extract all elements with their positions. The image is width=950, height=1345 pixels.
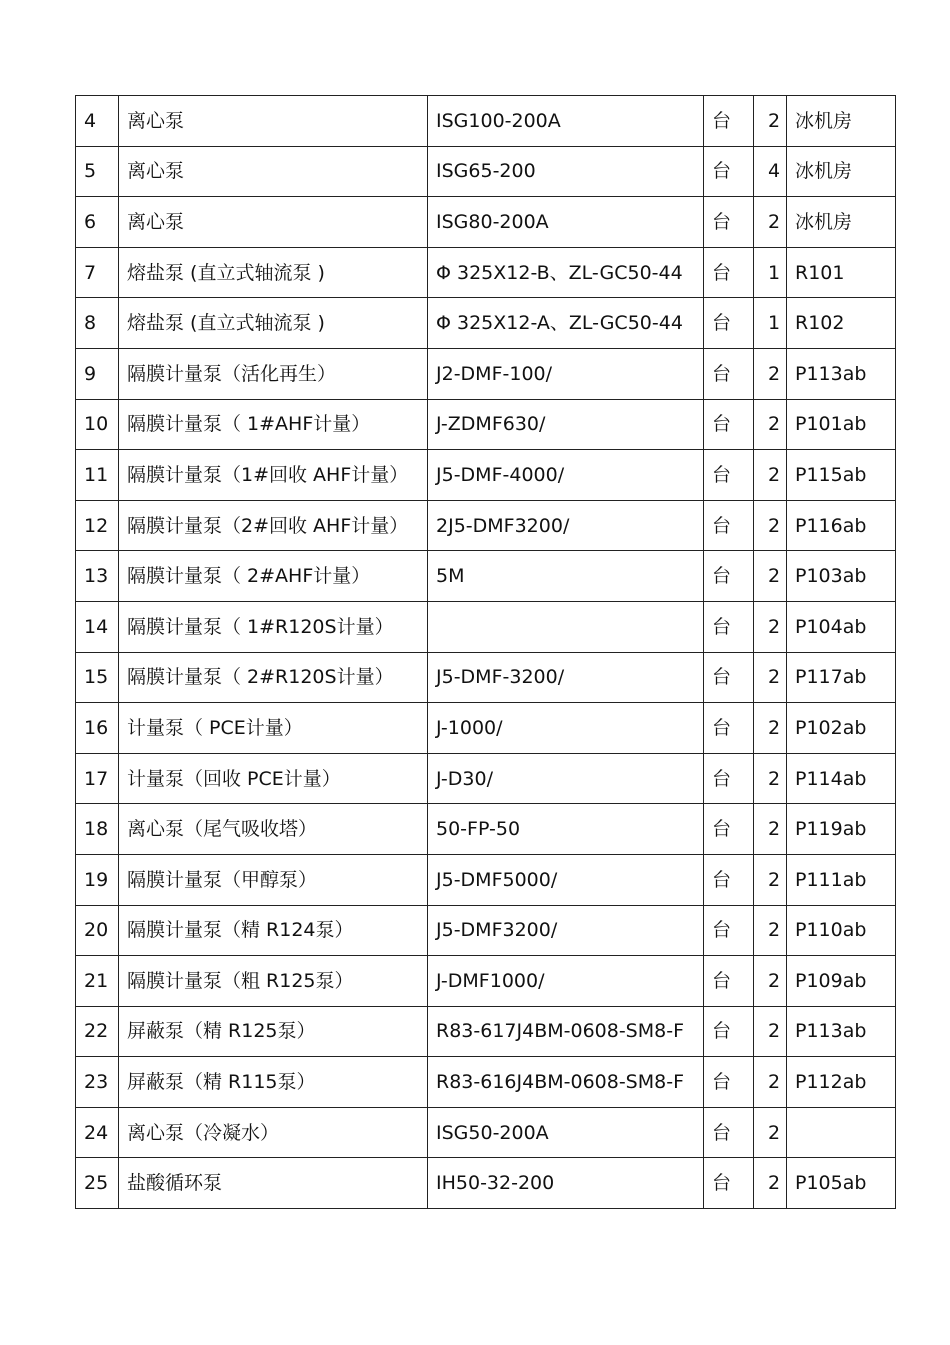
unit-cell: 台 xyxy=(704,905,754,956)
unit-cell: 台 xyxy=(704,804,754,855)
location-cell: R101 xyxy=(787,247,896,298)
equipment-name-cell: 隔膜计量泵（活化再生） xyxy=(119,348,428,399)
row-number-cell: 11 xyxy=(76,450,119,501)
equipment-name-cell: 熔盐泵 (直立式轴流泵 ) xyxy=(119,298,428,349)
table-row xyxy=(76,500,896,551)
equipment-name-cell: 隔膜计量泵（1#回收 AHF计量） xyxy=(119,450,428,501)
quantity-cell: 2 xyxy=(754,399,787,450)
equipment-name-cell: 计量泵（回收 PCE计量） xyxy=(119,753,428,804)
unit-cell: 台 xyxy=(704,1057,754,1108)
location-cell: P111ab xyxy=(787,854,896,905)
quantity-cell: 2 xyxy=(754,854,787,905)
row-number-cell: 16 xyxy=(76,703,119,754)
table-row xyxy=(76,146,896,197)
row-number-cell: 15 xyxy=(76,652,119,703)
model-cell: 5M xyxy=(428,551,704,602)
quantity-cell: 2 xyxy=(754,197,787,248)
table-row xyxy=(76,96,896,147)
unit-cell: 台 xyxy=(704,247,754,298)
table-row xyxy=(76,348,896,399)
unit-cell: 台 xyxy=(704,348,754,399)
table-row xyxy=(76,601,896,652)
equipment-name-cell: 隔膜计量泵（ 1#R120S计量） xyxy=(119,601,428,652)
equipment-name-cell: 隔膜计量泵（粗 R125泵） xyxy=(119,956,428,1007)
equipment-name-cell: 盐酸循环泵 xyxy=(119,1158,428,1209)
model-cell: J5-DMF5000/ xyxy=(428,854,704,905)
model-cell: 2J5-DMF3200/ xyxy=(428,500,704,551)
quantity-cell: 2 xyxy=(754,1057,787,1108)
quantity-cell: 2 xyxy=(754,956,787,1007)
unit-cell: 台 xyxy=(704,1158,754,1209)
unit-cell: 台 xyxy=(704,652,754,703)
table-row xyxy=(76,1107,896,1158)
model-cell: J5-DMF-3200/ xyxy=(428,652,704,703)
quantity-cell: 2 xyxy=(754,551,787,602)
row-number-cell: 17 xyxy=(76,753,119,804)
location-cell: P104ab xyxy=(787,601,896,652)
unit-cell: 台 xyxy=(704,399,754,450)
model-cell: J5-DMF-4000/ xyxy=(428,450,704,501)
table-row xyxy=(76,1006,896,1057)
quantity-cell: 2 xyxy=(754,905,787,956)
equipment-name-cell: 屏蔽泵（精 R115泵） xyxy=(119,1057,428,1108)
unit-cell: 台 xyxy=(704,601,754,652)
row-number-cell: 23 xyxy=(76,1057,119,1108)
model-cell: Φ 325X12-A、ZL-GC50-44 xyxy=(428,298,704,349)
quantity-cell: 2 xyxy=(754,450,787,501)
location-cell: P112ab xyxy=(787,1057,896,1108)
unit-cell: 台 xyxy=(704,96,754,147)
unit-cell: 台 xyxy=(704,197,754,248)
row-number-cell: 13 xyxy=(76,551,119,602)
location-cell: P101ab xyxy=(787,399,896,450)
location-cell: P109ab xyxy=(787,956,896,1007)
table-row xyxy=(76,753,896,804)
table-row xyxy=(76,247,896,298)
location-cell: P105ab xyxy=(787,1158,896,1209)
row-number-cell: 19 xyxy=(76,854,119,905)
quantity-cell: 2 xyxy=(754,1006,787,1057)
equipment-name-cell: 隔膜计量泵（ 1#AHF计量） xyxy=(119,399,428,450)
quantity-cell: 1 xyxy=(754,298,787,349)
table-row xyxy=(76,298,896,349)
equipment-name-cell: 离心泵 xyxy=(119,146,428,197)
unit-cell: 台 xyxy=(704,956,754,1007)
model-cell: Φ 325X12-B、ZL-GC50-44 xyxy=(428,247,704,298)
quantity-cell: 2 xyxy=(754,1107,787,1158)
quantity-cell: 2 xyxy=(754,753,787,804)
location-cell: 冰机房 xyxy=(787,197,896,248)
equipment-name-cell: 隔膜计量泵（精 R124泵） xyxy=(119,905,428,956)
quantity-cell: 2 xyxy=(754,1158,787,1209)
unit-cell: 台 xyxy=(704,1107,754,1158)
model-cell: ISG65-200 xyxy=(428,146,704,197)
unit-cell: 台 xyxy=(704,146,754,197)
unit-cell: 台 xyxy=(704,450,754,501)
row-number-cell: 24 xyxy=(76,1107,119,1158)
location-cell: P102ab xyxy=(787,703,896,754)
quantity-cell: 2 xyxy=(754,348,787,399)
equipment-name-cell: 离心泵 xyxy=(119,96,428,147)
model-cell: J-ZDMF630/ xyxy=(428,399,704,450)
equipment-name-cell: 离心泵（冷凝水） xyxy=(119,1107,428,1158)
quantity-cell: 2 xyxy=(754,500,787,551)
row-number-cell: 14 xyxy=(76,601,119,652)
row-number-cell: 9 xyxy=(76,348,119,399)
model-cell: J2-DMF-100/ xyxy=(428,348,704,399)
model-cell xyxy=(428,601,704,652)
table-row xyxy=(76,1158,896,1209)
location-cell: P119ab xyxy=(787,804,896,855)
equipment-name-cell: 计量泵（ PCE计量） xyxy=(119,703,428,754)
equipment-name-cell: 熔盐泵 (直立式轴流泵 ) xyxy=(119,247,428,298)
equipment-table-body xyxy=(76,96,896,1209)
model-cell: IH50-32-200 xyxy=(428,1158,704,1209)
table-row xyxy=(76,1057,896,1108)
location-cell: P113ab xyxy=(787,1006,896,1057)
row-number-cell: 4 xyxy=(76,96,119,147)
table-row xyxy=(76,905,896,956)
model-cell: R83-617J4BM-0608-SM8-F xyxy=(428,1006,704,1057)
table-row xyxy=(76,399,896,450)
table-row xyxy=(76,652,896,703)
location-cell: R102 xyxy=(787,298,896,349)
location-cell: P115ab xyxy=(787,450,896,501)
table-row xyxy=(76,804,896,855)
location-cell: P103ab xyxy=(787,551,896,602)
unit-cell: 台 xyxy=(704,551,754,602)
unit-cell: 台 xyxy=(704,1006,754,1057)
location-cell: P110ab xyxy=(787,905,896,956)
quantity-cell: 2 xyxy=(754,96,787,147)
table-row xyxy=(76,197,896,248)
location-cell: P113ab xyxy=(787,348,896,399)
table-row xyxy=(76,956,896,1007)
unit-cell: 台 xyxy=(704,703,754,754)
row-number-cell: 18 xyxy=(76,804,119,855)
equipment-table xyxy=(75,95,896,1209)
row-number-cell: 10 xyxy=(76,399,119,450)
equipment-name-cell: 离心泵 xyxy=(119,197,428,248)
quantity-cell: 2 xyxy=(754,703,787,754)
unit-cell: 台 xyxy=(704,753,754,804)
equipment-name-cell: 隔膜计量泵（ 2#R120S计量） xyxy=(119,652,428,703)
unit-cell: 台 xyxy=(704,298,754,349)
row-number-cell: 22 xyxy=(76,1006,119,1057)
equipment-name-cell: 隔膜计量泵（甲醇泵） xyxy=(119,854,428,905)
model-cell: ISG50-200A xyxy=(428,1107,704,1158)
model-cell: J-D30/ xyxy=(428,753,704,804)
model-cell: ISG100-200A xyxy=(428,96,704,147)
equipment-name-cell: 隔膜计量泵（ 2#AHF计量） xyxy=(119,551,428,602)
row-number-cell: 25 xyxy=(76,1158,119,1209)
location-cell: 冰机房 xyxy=(787,96,896,147)
row-number-cell: 6 xyxy=(76,197,119,248)
location-cell: 冰机房 xyxy=(787,146,896,197)
quantity-cell: 2 xyxy=(754,804,787,855)
location-cell: P117ab xyxy=(787,652,896,703)
model-cell: J-DMF1000/ xyxy=(428,956,704,1007)
row-number-cell: 12 xyxy=(76,500,119,551)
location-cell: P116ab xyxy=(787,500,896,551)
model-cell: 50-FP-50 xyxy=(428,804,704,855)
model-cell: R83-616J4BM-0608-SM8-F xyxy=(428,1057,704,1108)
equipment-name-cell: 屏蔽泵（精 R125泵） xyxy=(119,1006,428,1057)
table-row xyxy=(76,450,896,501)
row-number-cell: 20 xyxy=(76,905,119,956)
model-cell: ISG80-200A xyxy=(428,197,704,248)
equipment-name-cell: 隔膜计量泵（2#回收 AHF计量） xyxy=(119,500,428,551)
location-cell: P114ab xyxy=(787,753,896,804)
table-row xyxy=(76,854,896,905)
quantity-cell: 2 xyxy=(754,601,787,652)
row-number-cell: 8 xyxy=(76,298,119,349)
location-cell xyxy=(787,1107,896,1158)
equipment-name-cell: 离心泵（尾气吸收塔） xyxy=(119,804,428,855)
quantity-cell: 2 xyxy=(754,652,787,703)
unit-cell: 台 xyxy=(704,854,754,905)
table-row xyxy=(76,551,896,602)
quantity-cell: 4 xyxy=(754,146,787,197)
unit-cell: 台 xyxy=(704,500,754,551)
table-row xyxy=(76,703,896,754)
quantity-cell: 1 xyxy=(754,247,787,298)
row-number-cell: 5 xyxy=(76,146,119,197)
row-number-cell: 7 xyxy=(76,247,119,298)
model-cell: J5-DMF3200/ xyxy=(428,905,704,956)
model-cell: J-1000/ xyxy=(428,703,704,754)
row-number-cell: 21 xyxy=(76,956,119,1007)
